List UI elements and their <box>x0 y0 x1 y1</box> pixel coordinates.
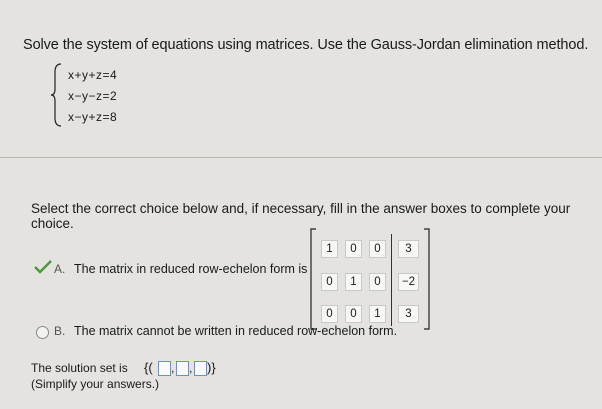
solution-open: {( <box>144 360 153 375</box>
matrix-cell[interactable]: 1 <box>369 305 386 323</box>
matrix-cell[interactable]: 1 <box>345 273 362 291</box>
solution-prefix: The solution set is <box>31 361 128 375</box>
choice-b-letter: B. <box>54 324 66 338</box>
answer-box-x[interactable] <box>158 361 171 376</box>
choice-b-text: The matrix cannot be written in reduced row-echelon form. <box>74 324 398 338</box>
solution-set <box>31 361 251 377</box>
divider <box>0 157 602 158</box>
choice-b[interactable] <box>34 324 414 340</box>
equation-2: x−y−z=2 <box>68 89 118 103</box>
matrix-cell[interactable]: 3 <box>398 305 419 323</box>
matrix-cell[interactable]: 0 <box>321 273 338 291</box>
choice-a-letter: A. <box>54 262 66 276</box>
left-brace-icon <box>50 62 64 128</box>
answer-box-y[interactable] <box>176 361 189 376</box>
choice-a-text: The matrix in reduced row-echelon form is <box>74 262 308 276</box>
solution-sep-1: , <box>171 361 175 375</box>
answer-box-z[interactable] <box>194 361 207 376</box>
matrix-cell[interactable]: 0 <box>369 240 386 258</box>
matrix-cell[interactable]: −2 <box>398 273 419 291</box>
solution-sep-2: , <box>189 361 193 375</box>
augment-bar <box>391 234 392 326</box>
solution-close: )} <box>207 360 216 375</box>
rref-matrix <box>309 226 431 332</box>
equation-1: x+y+z=4 <box>68 68 118 82</box>
matrix-cell[interactable]: 0 <box>345 240 362 258</box>
equation-system <box>50 62 170 128</box>
checkmark-icon <box>34 260 52 274</box>
choice-a[interactable] <box>34 262 308 278</box>
question-text: Solve the system of equations using matrices. Use the Gauss-Jordan elimination method. <box>23 37 589 53</box>
matrix-cell[interactable]: 0 <box>345 305 362 323</box>
choice-b-radio[interactable] <box>36 326 49 339</box>
matrix-cell[interactable]: 1 <box>321 240 338 258</box>
instruction-text: Select the correct choice below and, if necessary, fill in the answer boxes to complete your choice. <box>31 201 571 231</box>
matrix-cell[interactable]: 3 <box>398 240 419 258</box>
matrix-cell[interactable]: 0 <box>369 273 386 291</box>
matrix-cell[interactable]: 0 <box>321 305 338 323</box>
simplify-hint: (Simplify your answers.) <box>31 377 160 391</box>
equation-3: x−y+z=8 <box>68 110 118 124</box>
